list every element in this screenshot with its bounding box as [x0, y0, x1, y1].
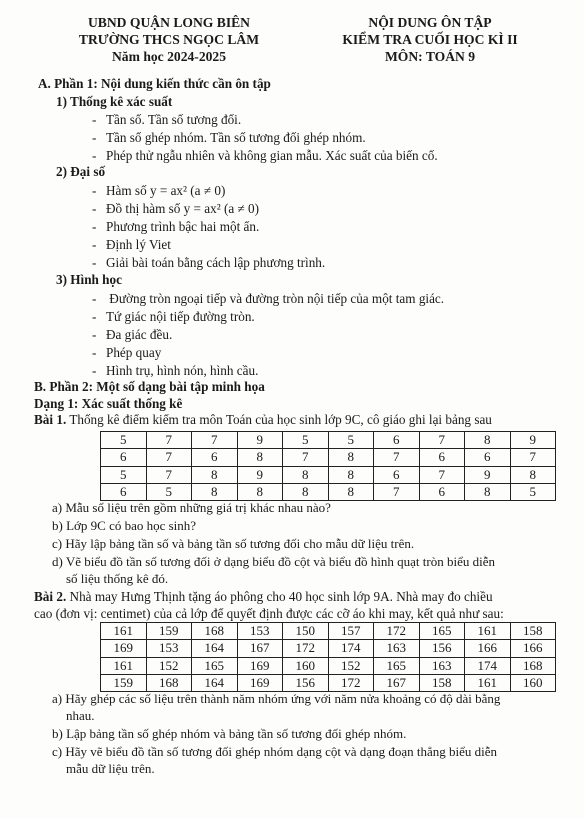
table-cell: 174 — [328, 640, 374, 657]
table-cell: 8 — [465, 432, 511, 449]
table-cell: 6 — [101, 449, 147, 466]
table-row — [101, 674, 556, 691]
table-cell: 7 — [419, 432, 465, 449]
table-cell: 163 — [374, 640, 420, 657]
scores-table — [100, 431, 556, 501]
exercise-1-prompt — [34, 412, 492, 429]
table-cell: 6 — [419, 483, 465, 500]
table-cell: 163 — [419, 657, 465, 674]
header-left-line-3: Năm học 2024-2025 — [111, 49, 227, 64]
table-cell: 156 — [419, 640, 465, 657]
table-cell: 158 — [510, 623, 556, 640]
table-cell: 160 — [510, 674, 556, 691]
table-row — [101, 640, 556, 657]
table-cell: 5 — [328, 432, 374, 449]
table-cell: 152 — [146, 657, 192, 674]
table-cell: 5 — [510, 483, 556, 500]
exercise-1-question-d: d) Vẽ biểu đồ tần số tương đối ở dạng biểu đồ cột và biểu đồ hình quạt tròn biểu diễn — [52, 554, 495, 569]
table-cell: 5 — [283, 432, 329, 449]
exercise-2-prompt — [34, 589, 493, 606]
table-cell: 153 — [146, 640, 192, 657]
table-row — [101, 466, 556, 483]
table-cell: 7 — [283, 449, 329, 466]
exercise-2-line-2: cao (đơn vị: centimet) của cả lớp để quyết định được các cỡ áo khi may, kết quả như sau: — [34, 606, 504, 621]
list-item: - Hàm số y = ax² (a ≠ 0) — [92, 183, 226, 198]
header-right-line-2: KIỂM TRA CUỐI HỌC KÌ II — [342, 32, 518, 47]
table-row — [101, 657, 556, 674]
exercise-2-line-1: Nhà may Hưng Thịnh tặng áo phông cho 40 học sinh lớp 9A. Nhà may đo chiều — [69, 589, 493, 604]
table-row — [101, 432, 556, 449]
table-cell: 7 — [419, 466, 465, 483]
table-cell: 8 — [192, 466, 238, 483]
exercise-1-text: Thống kê điểm kiểm tra môn Toán của học sinh lớp 9C, cô giáo ghi lại bảng sau — [69, 412, 492, 427]
table-cell: 172 — [283, 640, 329, 657]
table-cell: 5 — [101, 432, 147, 449]
table-cell: 152 — [328, 657, 374, 674]
table-cell: 6 — [192, 449, 238, 466]
table-cell: 168 — [192, 623, 238, 640]
list-item: - Phép thử ngẫu nhiên và không gian mẫu. Xác suất của biến cố. — [92, 148, 438, 163]
exercise-2-question-c-cont: mẫu dữ liệu trên. — [66, 761, 155, 776]
table-cell: 156 — [283, 674, 329, 691]
table-cell: 169 — [237, 674, 283, 691]
table-row — [101, 449, 556, 466]
exercise-2-label: Bài 2. — [34, 589, 67, 604]
part-a-title: A. Phần 1: Nội dung kiến thức cần ôn tập — [38, 76, 271, 91]
table-cell: 172 — [328, 674, 374, 691]
list-item: - Giải bài toán bằng cách lập phương trình. — [92, 255, 326, 270]
table-cell: 160 — [283, 657, 329, 674]
table-cell: 168 — [146, 674, 192, 691]
table-cell: 8 — [510, 466, 556, 483]
table-cell: 9 — [237, 466, 283, 483]
table-cell: 161 — [101, 657, 147, 674]
table-cell: 6 — [374, 466, 420, 483]
exercise-2-question-c: c) Hãy vẽ biểu đồ tần số tương đối ghép nhóm dạng cột và dạng đoạn thẳng biểu diễn — [52, 744, 497, 759]
table-cell: 7 — [374, 449, 420, 466]
table-cell: 169 — [237, 657, 283, 674]
table-cell: 6 — [374, 432, 420, 449]
table-cell: 164 — [192, 674, 238, 691]
list-item: - Hình trụ, hình nón, hình cầu. — [92, 363, 259, 378]
list-item: - Tần số. Tần số tương đối. — [92, 112, 242, 127]
header-right-line-1: NỘI DUNG ÔN TẬP — [368, 15, 492, 30]
table-cell: 161 — [465, 623, 511, 640]
exercise-1-question-c: c) Hãy lập bảng tần số và bảng tần số tương đối cho mẫu dữ liệu trên. — [52, 536, 415, 551]
header-left-line-1: UBND QUẬN LONG BIÊN — [87, 15, 250, 30]
table-cell: 7 — [510, 449, 556, 466]
table-cell: 8 — [465, 483, 511, 500]
table-cell: 9 — [237, 432, 283, 449]
table-cell: 159 — [101, 674, 147, 691]
table-cell: 174 — [465, 657, 511, 674]
table-cell: 157 — [328, 623, 374, 640]
table-cell: 9 — [510, 432, 556, 449]
table-cell: 169 — [101, 640, 147, 657]
list-item: - Phép quay — [92, 345, 162, 360]
type-1-title: Dạng 1: Xác suất thống kê — [34, 396, 183, 411]
table-cell: 8 — [283, 483, 329, 500]
list-item: - Tứ giác nội tiếp đường tròn. — [92, 309, 255, 324]
table-cell: 165 — [419, 623, 465, 640]
table-cell: 161 — [101, 623, 147, 640]
table-cell: 7 — [146, 432, 192, 449]
list-item: - Đa giác đều. — [92, 327, 173, 342]
exercise-1-question-d-cont: số liệu thống kê đó. — [66, 571, 169, 586]
table-cell: 7 — [374, 483, 420, 500]
table-row — [101, 623, 556, 640]
table-cell: 153 — [237, 623, 283, 640]
table-cell: 165 — [374, 657, 420, 674]
table-cell: 6 — [465, 449, 511, 466]
part-b-title: B. Phần 2: Một số dạng bài tập minh họa — [34, 379, 265, 394]
table-cell: 8 — [192, 483, 238, 500]
exercise-1-question-b: b) Lớp 9C có bao học sinh? — [52, 518, 197, 533]
table-cell: 150 — [283, 623, 329, 640]
table-cell: 5 — [101, 466, 147, 483]
table-cell: 172 — [374, 623, 420, 640]
header-left — [44, 14, 294, 65]
header-right-line-3: MÔN: TOÁN 9 — [384, 49, 476, 64]
header-right — [300, 14, 560, 65]
exercise-1-question-a: a) Mẫu số liệu trên gồm những giá trị khác nhau nào? — [52, 500, 331, 515]
table-cell: 167 — [237, 640, 283, 657]
table-cell: 8 — [328, 483, 374, 500]
table-row — [101, 483, 556, 500]
table-cell: 5 — [146, 483, 192, 500]
table-cell: 158 — [419, 674, 465, 691]
table-cell: 165 — [192, 657, 238, 674]
section-title-geometry: 3) Hình học — [56, 272, 122, 287]
heights-table — [100, 622, 556, 692]
exercise-1-label: Bài 1. — [34, 412, 67, 427]
table-cell: 7 — [146, 466, 192, 483]
table-cell: 159 — [146, 623, 192, 640]
exercise-2-question-b: b) Lập bảng tần số ghép nhóm và bảng tần số tương đối ghép nhóm. — [52, 726, 407, 741]
table-cell: 161 — [465, 674, 511, 691]
table-cell: 8 — [328, 466, 374, 483]
table-cell: 167 — [374, 674, 420, 691]
section-title-algebra: 2) Đại số — [56, 164, 106, 179]
table-cell: 6 — [101, 483, 147, 500]
table-cell: 7 — [146, 449, 192, 466]
table-cell: 166 — [465, 640, 511, 657]
table-cell: 164 — [192, 640, 238, 657]
table-cell: 8 — [328, 449, 374, 466]
table-cell: 9 — [465, 466, 511, 483]
exercise-2-question-a: a) Hãy ghép các số liệu trên thành năm nhóm ứng với năm nửa khoảng có độ dài bằng — [52, 691, 501, 706]
table-cell: 8 — [237, 449, 283, 466]
table-cell: 166 — [510, 640, 556, 657]
table-cell: 8 — [283, 466, 329, 483]
header-left-line-2: TRƯỜNG THCS NGỌC LÂM — [78, 32, 260, 47]
table-cell: 6 — [419, 449, 465, 466]
list-item: - Tần số ghép nhóm. Tần số tương đối ghép nhóm. — [92, 130, 366, 145]
list-item: - Định lý Viet — [92, 237, 171, 252]
table-cell: 7 — [192, 432, 238, 449]
list-item: - Đồ thị hàm số y = ax² (a ≠ 0) — [92, 201, 260, 216]
list-item: - Phương trình bậc hai một ẩn. — [92, 219, 260, 234]
table-cell: 168 — [510, 657, 556, 674]
exercise-2-question-a-cont: nhau. — [66, 708, 95, 723]
table-cell: 8 — [237, 483, 283, 500]
section-title-statistics: 1) Thống kê xác suất — [56, 94, 173, 109]
list-item: - Đường tròn ngoại tiếp và đường tròn nội tiếp của một tam giác. — [92, 291, 445, 306]
